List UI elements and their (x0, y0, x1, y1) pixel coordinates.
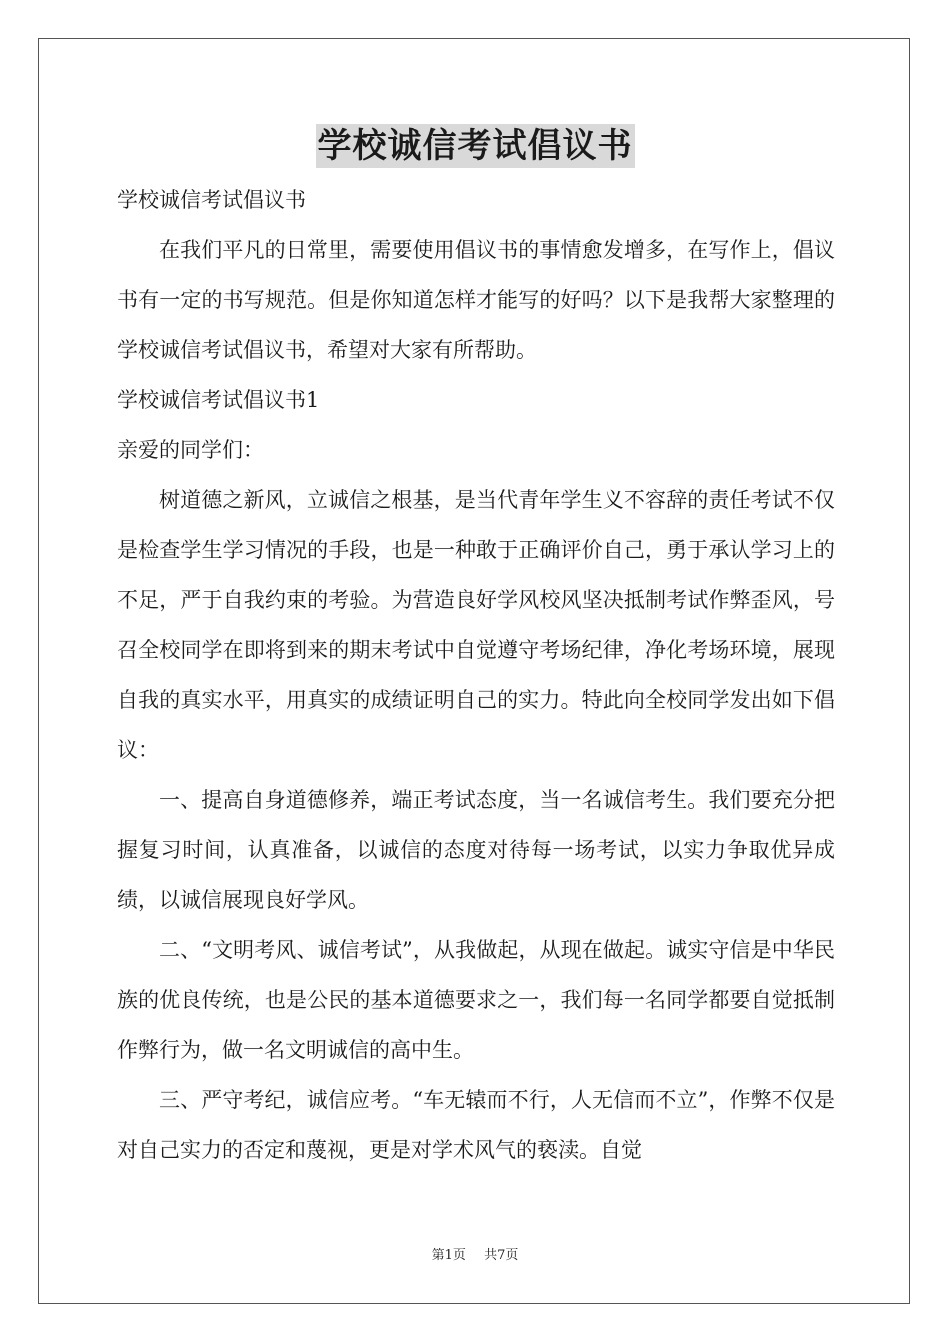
page-footer (0, 1244, 950, 1263)
body-paragraph: 树道德之新风，立诚信之根基，是当代青年学生义不容辞的责任考试不仅是检查学生学习情况的手段，也是一种敢于正确评价自己，勇于承认学习上的不足，严于自我约束的考验。为营造良好学风校风坚决抵制考试作弊歪风，号召全校同学在即将到来的期末考试中自觉遵守考场纪律，净化考场环境，展现自我的真实水平，用真实的成绩证明自己的实力。特此向全校同学发出如下倡议： (117, 488, 835, 762)
document-body (117, 175, 835, 1175)
title-text: 学校诚信考试倡议书 (317, 126, 633, 166)
intro-paragraph: 在我们平凡的日常里，需要使用倡议书的事情愈发增多，在写作上，倡议书有一定的书写规范。但是你知道怎样才能写的好吗？以下是我帮大家整理的学校诚信考试倡议书，希望对大家有所帮助。 (117, 238, 835, 362)
proposal-two: 二、“文明考风、诚信考试”，从我做起，从现在做起。诚实守信是中华民族的优良传统，也是公民的基本道德要求之一，我们每一名同学都要自觉抵制作弊行为，做一名文明诚信的高中生。 (117, 938, 835, 1062)
salutation: 亲爱的同学们： (117, 438, 264, 462)
proposal-one: 一、提高自身道德修养，端正考试态度，当一名诚信考生。我们要充分把握复习时间，认真准备，以诚信的态度对待每一场考试，以实力争取优异成绩，以诚信展现良好学风。 (117, 788, 835, 912)
proposal-three: 三、严守考纪，诚信应考。“车无辕而不行，人无信而不立”，作弊不仅是对自己实力的否定和蔑视，更是对学术风气的亵渎。自觉 (117, 1088, 835, 1162)
section-heading: 学校诚信考试倡议书1 (117, 388, 320, 412)
subtitle-line: 学校诚信考试倡议书 (117, 188, 306, 212)
page-total: 共7页 (484, 1248, 519, 1263)
page-number: 第1页 (431, 1248, 466, 1263)
document-title (0, 124, 950, 168)
